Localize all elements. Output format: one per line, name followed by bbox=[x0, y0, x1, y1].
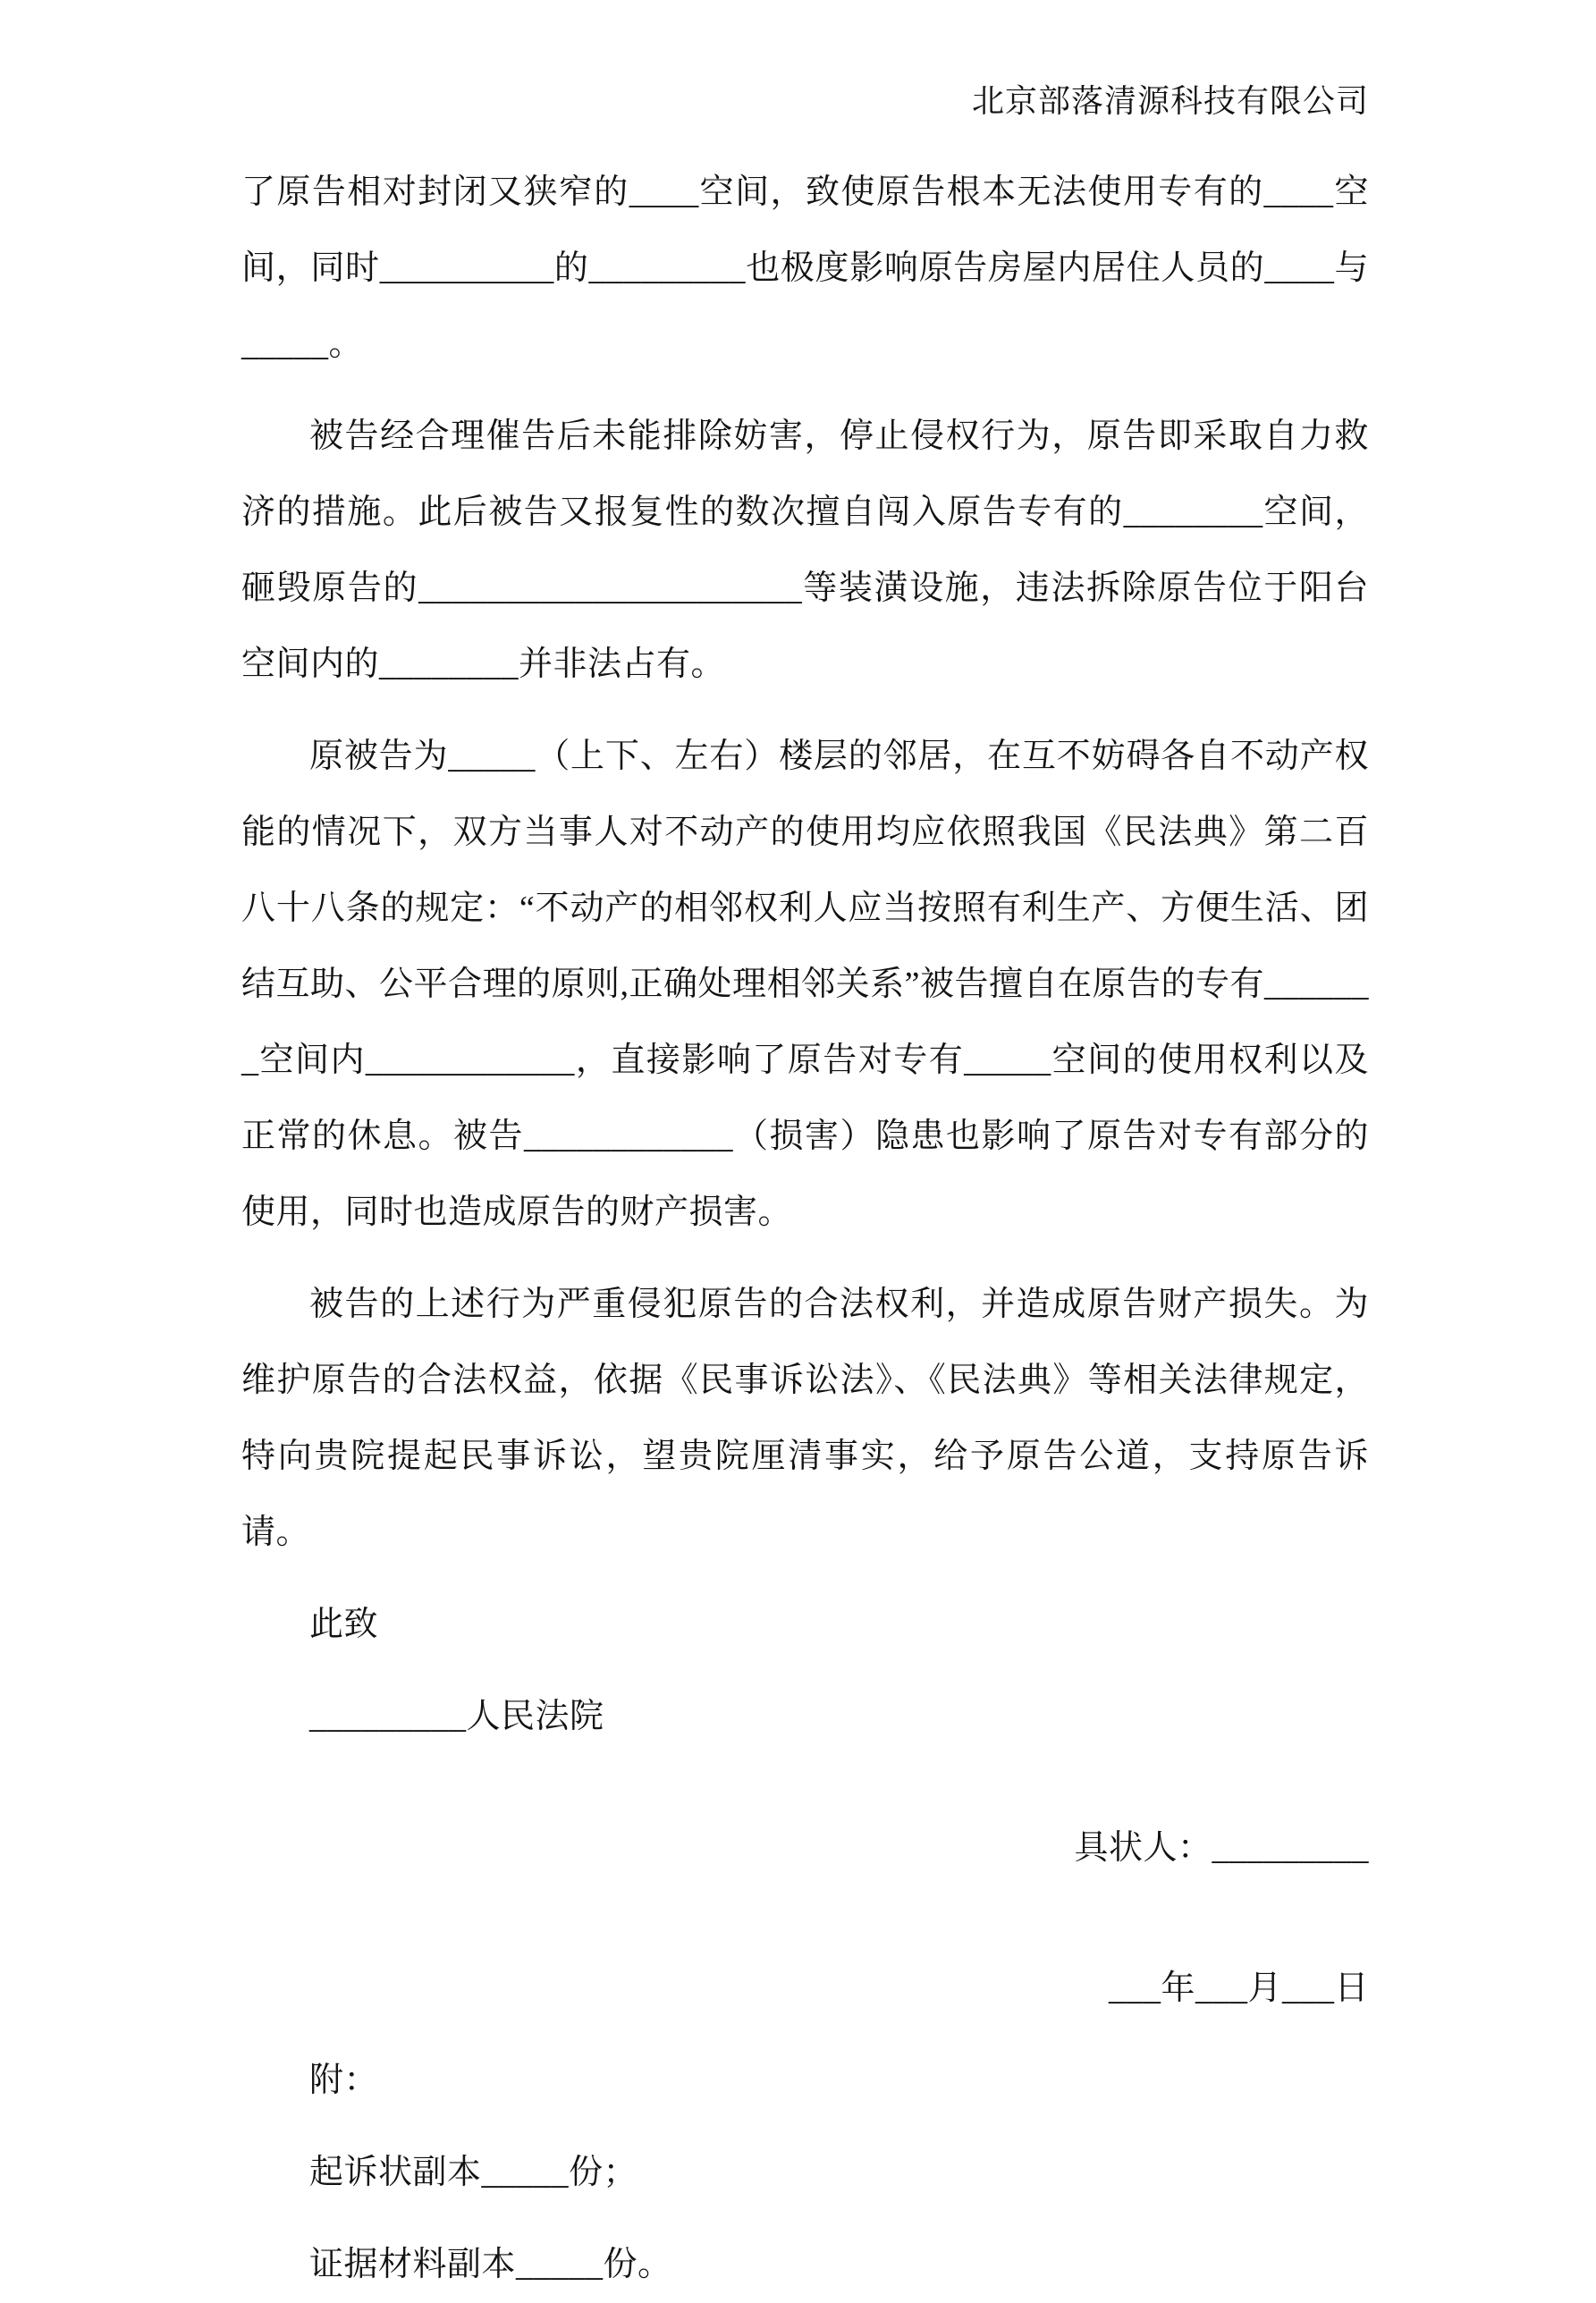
document-body bbox=[241, 155, 1369, 2303]
attachment-item-evidence-copies: 证据材料副本_____份。 bbox=[309, 2246, 672, 2283]
attachment-item-complaint-copies: 起诉状副本_____份； bbox=[309, 2154, 638, 2191]
paragraph-defendant-acts: 被告经合理催告后未能排除妨害，停止侵权行为，原告即采取自力救济的措施。此后被告又报复性的数次擅自闯入原告专有的________空间，砸毁原告的______________________等装潢设施，违法拆除原告位于阳台空间内的________并非法占有。 bbox=[241, 418, 1369, 683]
attachment-label: 附： bbox=[309, 2062, 379, 2099]
paragraph-legal-basis: 原被告为_____（上下、左右）楼层的邻居，在互不妨碍各自不动产权能的情况下，双方当事人对不动产的使用均应依照我国《民法典》第二百八十八条的规定：“不动产的相邻权利人应当按照有利生产、方便生活、团结互助、公平合理的原则,正确处理相邻关系”被告擅自在原告的专有_______空间内____________，直接影响了原告对专有_____空间的使用权利以及正常的休息。被告____________（损害）隐患也影响了原告对专有部分的使用，同时也造成原告的财产损害。 bbox=[241, 738, 1369, 1231]
paragraph-claim-statement: 被告的上述行为严重侵犯原告的合法权利，并造成原告财产损失。为维护原告的合法权益，依据《民事诉讼法》、《民法典》等相关法律规定，特向贵院提起民事诉讼，望贵院厘清事实，给予原告公道，支持原告诉请。 bbox=[241, 1286, 1369, 1551]
salutation-line: 此致 bbox=[309, 1606, 379, 1643]
signatory-line: 具状人：_________ bbox=[1074, 1829, 1369, 1867]
company-header: 北京部落清源科技有限公司 bbox=[971, 83, 1369, 119]
date-line: ___年___月___日 bbox=[1108, 1970, 1369, 2007]
paragraph-continuation: 了原告相对封闭又狭窄的____空间，致使原告根本无法使用专有的____空间，同时__________的_________也极度影响原告房屋内居住人员的____与_____。 bbox=[241, 173, 1369, 363]
court-name-line: _________人民法院 bbox=[309, 1698, 604, 1735]
